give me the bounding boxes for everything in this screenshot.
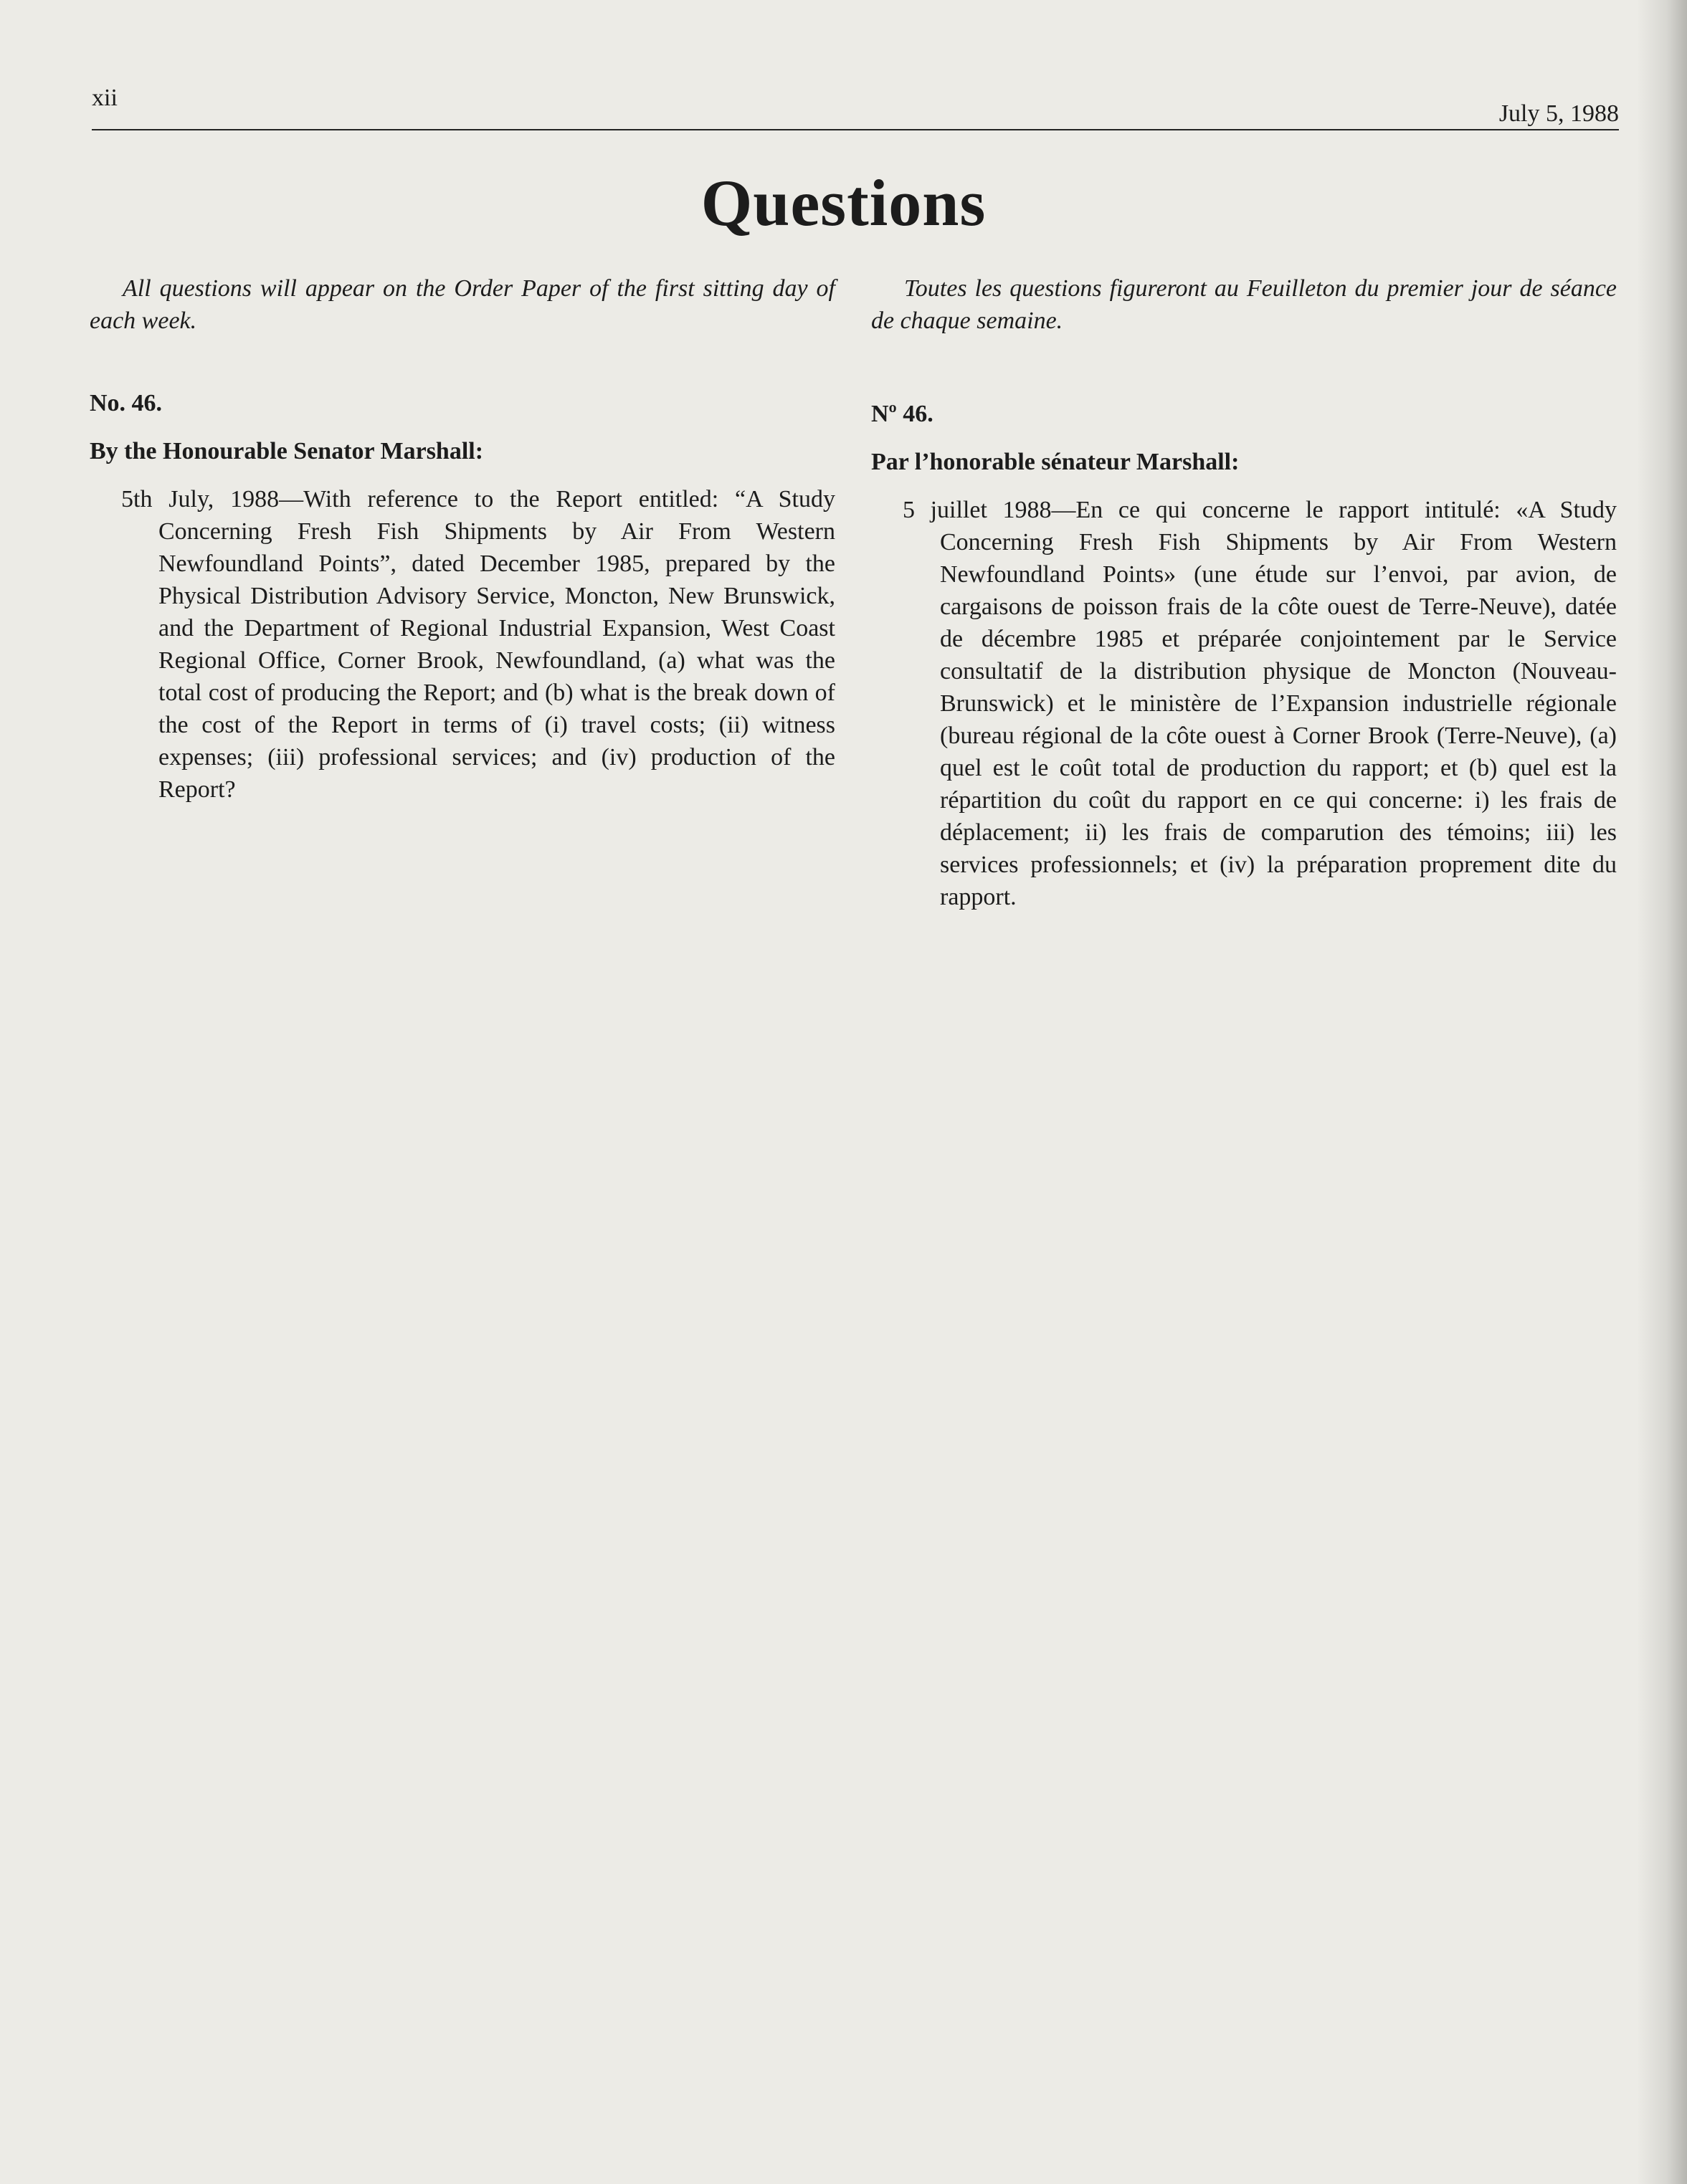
english-question-body: 5th July, 1988—With reference to the Report entitled: “A Study Concerning Fresh Fish Shipments by Air From Western Newfoundland Points”, dated December 1985, prepared by the Physical Distribution Advisory Service, Moncton, New Brunswick, and the Department of Regional Industrial Expansion, West Coast Regional Office, Corner Brook, Newfoundland, (a) what was the total cost of producing the Report; and (b) what is the break down of the cost of the Report in terms of (i) travel costs; (ii) witness expenses; (iii) professional services; and (iv) production of the Report? — [121, 486, 835, 803]
header-rule — [92, 129, 1619, 130]
french-question-number: Nº 46. — [871, 401, 933, 427]
french-byline: Par l’honorable sénateur Marshall: — [871, 449, 1240, 475]
english-column — [90, 272, 835, 806]
french-intro: Toutes les questions figureront au Feuilleton du premier jour de séance de chaque semaine. — [871, 275, 1617, 334]
french-question-body: 5 juillet 1988—En ce qui concerne le rapport intitulé: «A Study Concerning Fresh Fish Shipments by Air From Western Newfoundland Points» (une étude sur l’envoi, par avion, de cargaisons de poisson frais de la côte ouest de Terre-Neuve), datée de décembre 1985 et préparée conjointement par le Service consultatif de la distribution physique de Moncton (Nouveau-Brunswick) et le ministère de l’Expansion industrielle régionale (bureau régional de la côte ouest à Corner Brook (Terre-Neuve), (a) quel est le coût total de production du rapport; et (b) quel est la répartition du coût du rapport en ce qui concerne: i) les frais de déplacement; ii) les frais de comparution des témoins; iii) les services professionnels; et (iv) la préparation proprement dite du rapport. — [903, 497, 1617, 910]
english-byline: By the Honourable Senator Marshall: — [90, 438, 484, 464]
page-title: Questions — [700, 166, 987, 239]
page-number: xii — [92, 85, 118, 111]
english-question-number: No. 46. — [90, 390, 163, 416]
page-edge-shadow — [1637, 0, 1687, 2184]
french-column — [871, 272, 1617, 913]
english-intro: All questions will appear on the Order Paper of the first sitting day of each week. — [90, 275, 835, 334]
header-date: July 5, 1988 — [1498, 100, 1619, 127]
